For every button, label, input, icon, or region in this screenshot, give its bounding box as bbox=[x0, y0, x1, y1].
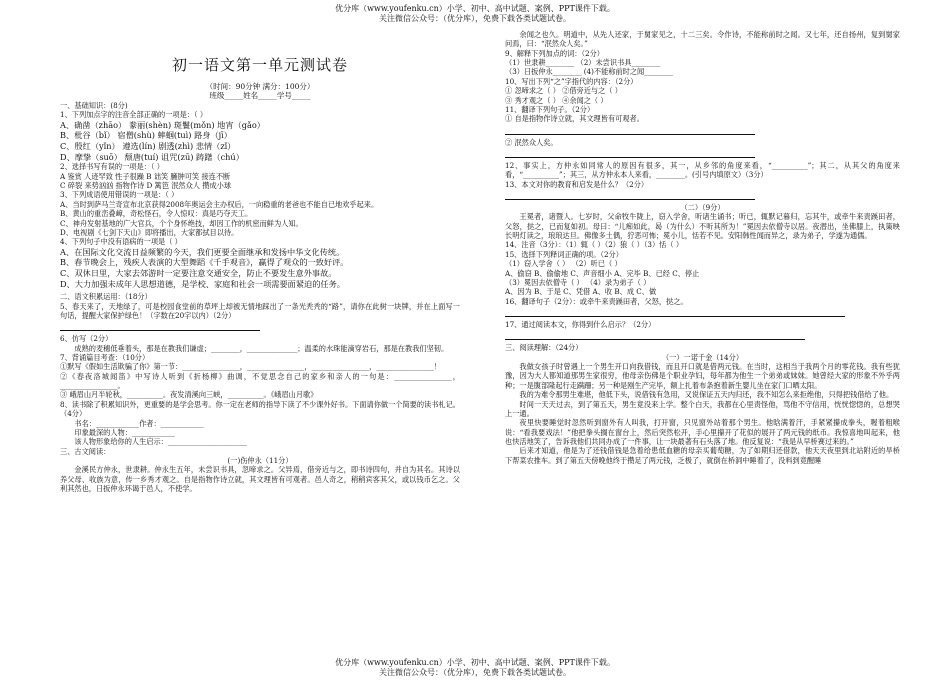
page-title: 初一语文第一单元测试卷 bbox=[171, 56, 348, 74]
exam-meta: （时间：90分钟 满分：100分） bbox=[205, 81, 315, 91]
question-17: 17、通过阅读本文，你得到什么启示？（2分） bbox=[505, 319, 656, 329]
passage-3-para-1: 我做女孩子时曾遇上一个男生开口向我借钱，而且开口就是借两元钱。在当时，这相当于我两个月的零花钱。我有些犹豫，因为大人都知道那男生家很穷，他母亲伤佛是个职业孕妇，每年都为他生一个弟弟或妹妹。她曾经大家的形象不外乎两种；一是腹部隆起行走蹒跚；另一种是刚生产完毕，额上扎着布条抱着新生婴儿坐在家门口晒太阳。 bbox=[505, 362, 900, 390]
question-3-option-a: A、当时到萨马兰奇宣布北京获得2008年奥运会主办权后，一向稳重的老爸也不能自已地欢乎起来。 bbox=[60, 199, 379, 209]
passage-3-title: （一）一诺千金（14分） bbox=[661, 352, 744, 362]
footer-line-2: 关注微信公众号：（优分库），免费下载各类试题试卷。 bbox=[379, 668, 571, 677]
question-7-item-1: ①默写《假如生活欺骗了你》第一节：________________，________________，________________，________________！ bbox=[60, 362, 441, 372]
question-4-option-c: C、双休日里，大家去郊游时一定要注意交通安全，防止不要发生意外事故。 bbox=[60, 267, 337, 278]
question-1: 1、下列加点字的注音全部正确的一项是：（ ） bbox=[60, 110, 208, 120]
passage-1-title: (一)伤仲永（11分） bbox=[227, 455, 293, 465]
question-8-insight: 该人物形象给你的人生启示：______________________ bbox=[74, 437, 247, 447]
question-2-options-cd: C 碎裂 来势汹汹 指物作诗 D 篱笆 泯然众人 攒成小球 bbox=[60, 181, 232, 191]
header-line-2: 关注微信公众号：（优分库），免费下载各类试题试卷。 bbox=[379, 14, 571, 23]
passage-3-para-2: 我的为难令那男生难堪，他低下头，说借钱有急用，又说保证五天内归还，我不知怎么来拒绝他，只得把钱借给了他。 bbox=[519, 390, 894, 400]
question-6-text: 成熟的麦穗低垂着头，那是在教我们谦虚；________，______________；温柔的水珠能滴穿岩石，那是在教我们坚韧。 bbox=[74, 343, 449, 353]
section-4-heading: 三、阅读理解：（24分） bbox=[505, 343, 583, 353]
question-9: 9、解释下列加点的词：（2分） bbox=[505, 48, 604, 58]
question-5: 5、春天来了，天地绿了，可是校园食堂前的草坪上却被无情地踩出了一条光秃秃的“路”，请你在此树一块牌，并在上面写一句话，提醒大家保护绿色！（字数在20字以内）（2分） bbox=[60, 301, 460, 320]
question-10-items-1: ① 忽啼求之（ ） ②借旁近与之（ ） bbox=[505, 86, 622, 96]
question-4: 4、下列句子中没有语病的一项是（ ） bbox=[60, 237, 182, 247]
question-15-row-1: （1）窃入学舍（ ） （2）听已（ ） bbox=[505, 259, 622, 269]
passage-3-para-4: 夜里快要睡觉时忽然听到窗外有人叫我，打开窗，只见窗外站着那个男生。他晗满着汗，手紧紧攥成拳头，喔着粗喉说：“看我要戏法！”他把拳头搁在窗台上，然后突然松开，手心里攥开了花似的展开了两元钱的纸币。我惊喜地叫起来，他也快活地笑了，告诉我他们共同办成了一件事，让一块最著有石头落了地。他反复说：“我是从早桥赛过来的。” bbox=[505, 418, 900, 446]
passage-2-text: 王冕者，诸暨人。七岁时，父命牧牛陇上，窃入学舍，听诸生诵书；听已，辄默记暮归，忘其牛，或牵牛来责蹊田者，父怒，挞之，已而复如初。母曰：“儿痴如此，曷（为什么）不听其所为！”冕因去依僧寺以居。夜潜出，坐佛膝上，执策映长明灯读之，琅琅达旦。佛像多土偶，狞恶可怖；冕小儿，恬若不见。安阳韩性闻而异之，录为弟子，学遂为通儒。 bbox=[505, 212, 900, 241]
question-7-item-2: ②《春夜洛城闻笛》中写诗人听到《折杨柳》曲调，不觉思念自己的家乡和亲人的一句是：________________，________________。 bbox=[60, 371, 460, 391]
question-12: 12、事实上，方仲永如同常人的原因有很多，其一，从乡邻的角度来看，“__________”；其二，从其父的角度来看，“__________”；其三，从方仲永本人来看，________。(引号内填原文）（3分） bbox=[505, 160, 900, 180]
question-3-option-c: C、神舟发射基地的广大官兵，个个身怀绝技，却因工作的机密而鲜为人知。 bbox=[60, 218, 303, 228]
right-column bbox=[505, 30, 900, 657]
page-footer bbox=[0, 658, 950, 678]
section-1-heading: 一、基础知识：(8分) bbox=[60, 101, 128, 110]
footer-line-1: 优分库（www.youfenku.cn）小学、初中、高中试题、案例、PPT课件下载。 bbox=[335, 658, 615, 667]
question-1-option-c: C、殷红（yǐn） 遵选(lín) 剧透(zhì) 悲情（zǐ） bbox=[60, 141, 236, 152]
student-info: 班级_____姓名_____学号_____ bbox=[209, 91, 311, 101]
question-3: 3、下列成语使用错误的一项是：（ ） bbox=[60, 190, 179, 200]
question-16: 16、翻译句子（2分）：或牵牛来责蹊田者，父怒，挞之。 bbox=[505, 296, 688, 306]
question-6: 6、仿写（2分） bbox=[60, 334, 113, 344]
question-10-items-2: ③ 秀才观之（ ） ④余闻之（ ） bbox=[505, 95, 608, 105]
question-1-option-a: A、确凿（zhāo） 豢丽(shèn) 斑鬟(mǒn) 地宵（gǎo） bbox=[60, 119, 265, 130]
question-9-items-1: （1）世隶耕________ （2）未尝识书具________ bbox=[505, 58, 661, 68]
question-11-item-1: ① 自是指物作诗立就，其文理皆有可观者。 bbox=[505, 114, 644, 124]
question-14: 14、注音（3分）：（1）辄（ ）（2）狼（ ）（3）恬（ ） bbox=[505, 240, 684, 250]
section-3-heading: 三、古文阅读： bbox=[60, 446, 111, 456]
passage-2-title: （二）（9分） bbox=[680, 203, 725, 213]
question-10: 10、写出下列“之”字指代的内容：（2分） bbox=[505, 76, 638, 86]
question-8-book: 书名：____________作者：____________ bbox=[74, 418, 204, 428]
passage-3-para-3: 时间一天天过去，到了第五天，男生竟没来上学。整个白天，我都在心里责怪他，骂他不守信用，恍恍惚惚的，总想哭上一通。 bbox=[505, 399, 900, 418]
question-2-options-ab: A 鉴赏 人迹罕致 性子很躁 B 诎笑 臃肿可笑 接连不断 bbox=[60, 171, 231, 181]
question-3-option-b: B、黄山的重峦叠嶂，奇松怪石，令人惊叹：真是巧夺天工。 bbox=[60, 209, 253, 219]
question-8-character: 印象最深的人物：____________ bbox=[74, 427, 176, 437]
passage-3-para-5: 后来才知道，他是为了还钱借钱是急着给患低血糖的母亲买葡萄糖，为了如期归还借款，他天天夜里到北站附近的旱桥下帮菜农推车。到了第五天傍晚他终于攒足了两元钱，乏极了，就倒在桥洞中睡着了，没料到竟醒睡 bbox=[505, 446, 900, 465]
page-header bbox=[0, 4, 950, 24]
question-15-row-3: （3）冕因去依僧寺（ ） （4）录为弟子（ ） bbox=[505, 277, 651, 287]
question-13: 13、本文对你的教育和启发是什么？（2分） bbox=[505, 179, 649, 189]
answer-line-11a bbox=[505, 127, 755, 135]
question-8: 8、读书除了积累知识外，更重要的是学会思考。你一定在老师的指导下读了不少课外好书。下面请你做一个简要的读书札记。（4分） bbox=[60, 399, 460, 419]
question-4-option-b: B、春节晚会上，残疾人表演的大型舞蹈《千手观音》，赢得了观众的一致好评。 bbox=[60, 257, 349, 268]
question-15: 15、选择下列释词正确的项。（2分） bbox=[505, 249, 623, 259]
passage-1-continued: 余闻之也久。明道中，从先人还家，于舅家见之，十二三矣。令作诗，不能称前时之闻。又七年，还自扬州，复到舅家问焉，曰：“泯然众人矣。” bbox=[505, 30, 900, 49]
answer-line-13 bbox=[505, 192, 755, 200]
question-11-item-2: ② 泯然众人矣。 bbox=[505, 137, 558, 147]
header-line-1: 优分库（www.youfenku.cn）小学、初中、高中试题、案例、PPT课件下载。 bbox=[335, 4, 615, 13]
answer-line-17 bbox=[505, 332, 805, 340]
answer-line-11b bbox=[505, 150, 755, 158]
passage-1-text: 金溪民方仲永，世隶耕。仲永生五年，未尝识书具，忽啼求之。父异焉，借旁近与之，即书诗四句，并自为其名。其诗以养父母、收族为意，传一乡秀才观之。自是指物作诗立就，其文理皆有可观者。邑人奇之，稍稍宾客其父，或以钱币乞之。父利其然也，日扳仲永环谒于邑人，不使学。 bbox=[60, 465, 460, 494]
answer-line-16 bbox=[505, 309, 845, 317]
question-15-row-2: A、偷窃 B、偷偷地 C、声音细小 A、完毕 B、已经 C、停止 bbox=[505, 268, 700, 278]
question-9-items-2: （3）日扳仲永________ (4)不能称前时之闻________ bbox=[505, 67, 673, 77]
left-column bbox=[60, 52, 460, 657]
question-4-option-d: D、大力加强未成年人思想道德，是学校、家庭和社会一项需要面紧迫的任务。 bbox=[60, 278, 345, 289]
question-15-row-4: A、因为 B、于是 C、凭借 A、收 B、成 C、做 bbox=[505, 287, 657, 297]
section-2-heading: 二、语文积累运用：（18分） bbox=[60, 292, 152, 302]
question-1-option-d: D、摩挚（suō） 颓唐(tuí) 诅咒(zū) 踌躇（chú） bbox=[60, 151, 244, 162]
question-11: 11、翻译下列句子。（2分） bbox=[505, 104, 595, 114]
question-4-option-a: A、在国际文化交流日益频繁的今天，我们更要全面继承和发扬中华文化传统。 bbox=[60, 246, 345, 257]
question-3-option-d: D、电视剧《七剑下天山》即将播出，大家都拭目以待。 bbox=[60, 227, 239, 237]
answer-line-5 bbox=[60, 323, 260, 331]
question-2: 2、选择书写有误的一项是：（ ） bbox=[60, 162, 164, 172]
question-7-item-3: ③ 峨眉山月半轮秋，__________。夜发清溪向三峡，__________。《峨眉山月歌》 bbox=[60, 390, 318, 400]
question-1-option-b: B、枇谷（bǐ） 宿僧(shù) 蟀蝈(tuì) 路身（jī） bbox=[60, 130, 232, 141]
question-7: 7、背诵篇目考查：（10分） bbox=[60, 353, 150, 362]
